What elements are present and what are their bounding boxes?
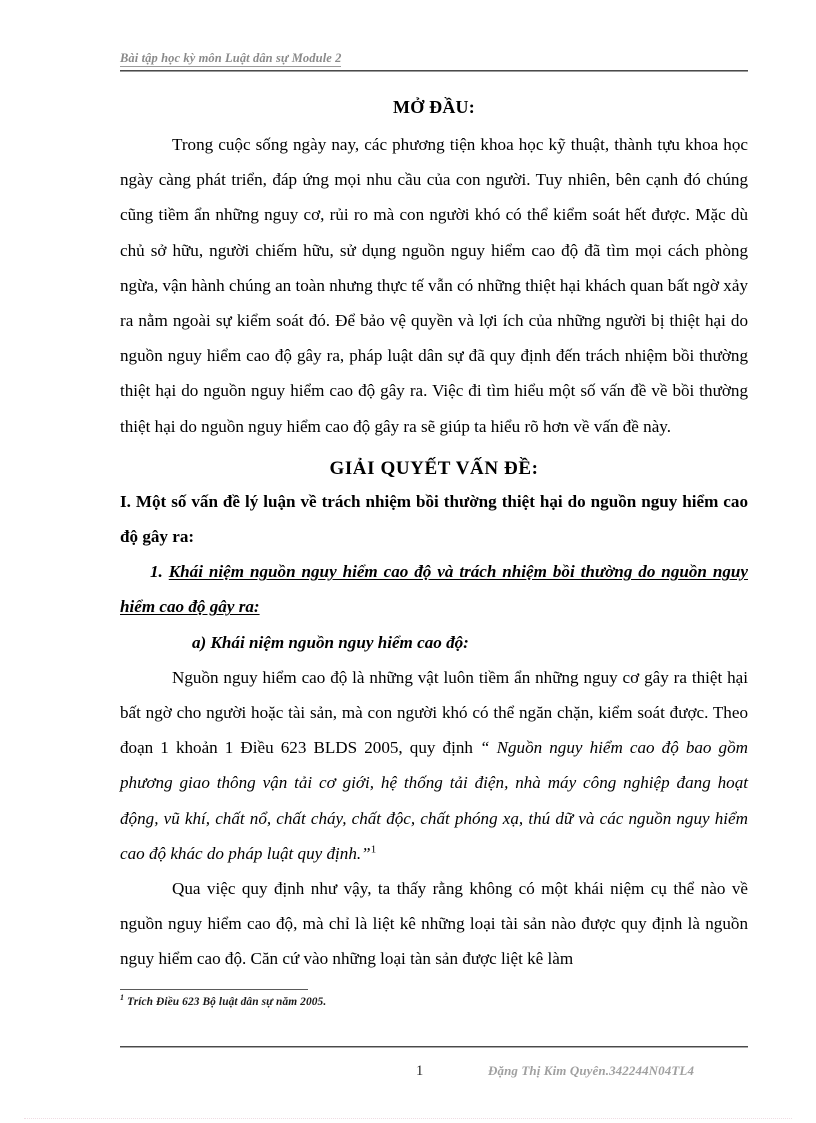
body-paragraph-1 <box>120 660 748 871</box>
page-number: 1 <box>416 1063 424 1079</box>
page-bottom-edge <box>24 1118 792 1120</box>
heading-item-a: a) Khái niệm nguồn nguy hiểm cao độ: <box>192 632 469 652</box>
footnote-marker-1: 1 <box>120 993 125 1003</box>
intro-paragraph: Trong cuộc sống ngày nay, các phương tiện khoa học kỹ thuật, thành tựu khoa học ngày càng phát triển, đáp ứng mọi nhu cầu của con người. Tuy nhiên, bên cạnh đó chúng cũng tiềm ẩn những nguy cơ, rủi ro mà con người khó có thể kiểm soát hết được. Mặc dù chủ sở hữu, người chiếm hữu, sử dụng nguồn nguy hiểm cao độ đã tìm mọi cách phòng ngừa, vận hành chúng an toàn nhưng thực tế vẫn có những thiệt hại khách quan bất ngờ xảy ra nằm ngoài sự kiểm soát đó. Để bảo vệ quyền và lợi ích của những người bị thiệt hại do nguồn nguy hiểm cao độ gây ra, pháp luật dân sự đã quy định đến trách nhiệm bồi thường thiệt hại do nguồn nguy hiểm cao độ gây ra. Việc đi tìm hiểu một số vấn đề về bồi thường thiệt hại do nguồn nguy hiểm cao độ gây ra sẽ giúp ta hiểu rõ hơn về vấn đề này. <box>120 135 748 436</box>
page-title: MỞ ĐẦU: <box>393 97 475 117</box>
heading-item-1 <box>120 554 748 624</box>
document-body <box>120 93 748 977</box>
body-paragraph-2: Qua việc quy định như vậy, ta thấy rằng không có một khái niệm cụ thể nào về nguồn nguy hiểm cao độ, mà chỉ là liệt kê những loại tài sản nào được quy định là nguồn nguy hiểm cao độ. Căn cứ vào những loại tàn sản được liệt kê làm <box>120 879 748 969</box>
heading-item-1-marker: 1. <box>150 562 163 582</box>
page-content-area <box>120 0 748 1123</box>
footer-row <box>120 1060 748 1082</box>
footer-divider-rule <box>120 1046 748 1048</box>
body-paragraph-1-lead: Nguồn nguy hiểm cao độ là những vật luôn tiềm ẩn những nguy cơ gây ra thiệt hại bất ngờ cho người hoặc tài sản, mà con người khó có thể ngăn chặn, kiểm soát được. Theo đoạn 1 khoản 1 Điều 623 BLDS 2005, quy định <box>120 667 748 758</box>
header-divider-rule <box>120 70 748 72</box>
section-title: GIẢI QUYẾT VẤN ĐỀ: <box>329 457 539 479</box>
heading-roman-i: I. Một số vấn đề lý luận về trách nhiệm bồi thường thiệt hại do nguồn nguy hiểm cao độ gây ra: <box>120 491 748 547</box>
running-header-title: Bài tập học kỳ môn Luật dân sự Module 2 <box>120 51 342 65</box>
footnote-reference-1[interactable]: 1 <box>370 843 377 856</box>
running-header <box>120 49 748 67</box>
footnote-text-1: Trích Điều 623 Bộ luật dân sự năm 2005. <box>124 996 327 1008</box>
footnote-area <box>120 989 748 1009</box>
heading-item-1-text: Khái niệm nguồn nguy hiểm cao độ và trách nhiệm bồi thường do nguồn nguy hiểm cao độ gây ra: <box>120 562 748 617</box>
body-paragraph-1-quotation: “ Nguồn nguy hiểm cao độ bao gồm phương giao thông vận tải cơ giới, hệ thống tải điện, nhà máy công nghiệp đang hoạt động, vũ khí, chất nổ, chất cháy, chất độc, chất phóng xạ, thú dữ và các nguồn nguy hiểm cao độ khác do pháp luật quy định.” <box>120 738 748 863</box>
footnote-separator-rule <box>120 989 308 990</box>
footnote-entry-1 <box>120 995 748 1009</box>
footer-author-label: Đặng Thị Kim Quyên.342244N04TL4 <box>488 1063 695 1078</box>
